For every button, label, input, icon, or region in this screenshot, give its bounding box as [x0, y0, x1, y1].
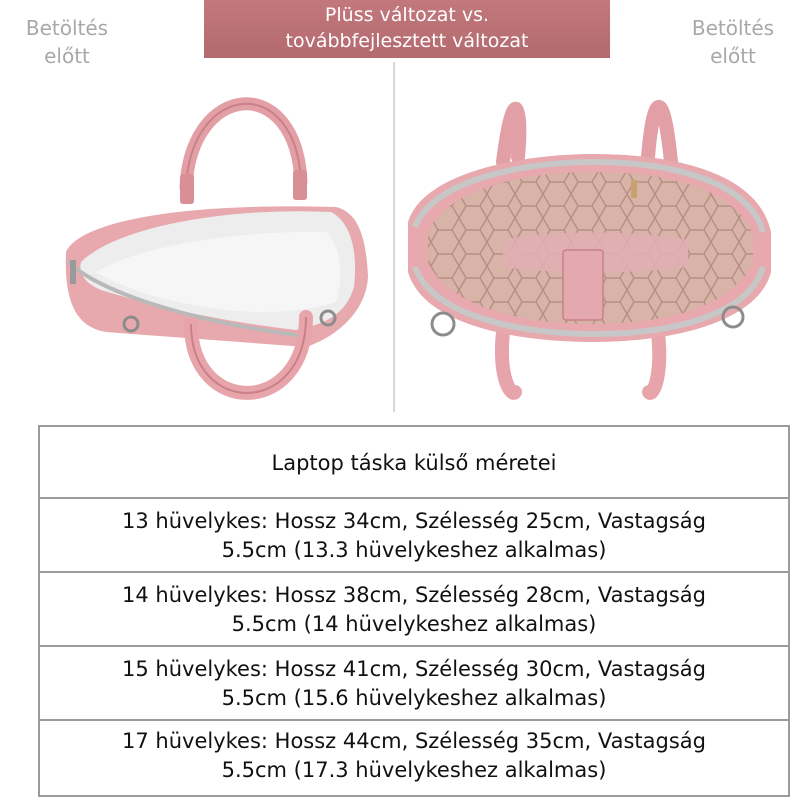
table-row-15-inch: 15 hüvelykes: Hossz 41cm, Szélesség 30cm, Vastagság 5.5cm (15.6 hüvelykeshez alkalmas): [122, 657, 706, 710]
pink-laptop-bag-open-top-icon: [403, 62, 773, 412]
version-comparison-banner: Plüss változat vs. továbbfejlesztett változat: [204, 0, 610, 58]
table-title: Laptop táska külső méretei: [271, 451, 557, 475]
table-divider: [40, 719, 788, 721]
pink-laptop-bag-open-side-icon: [6, 62, 376, 412]
before-loading-label-left: Betöltés előtt: [25, 16, 109, 68]
table-row-17-inch: 17 hüvelykes: Hossz 44cm, Szélesség 35cm, Vastagság 5.5cm (17.3 hüvelykeshez alkalmas): [122, 729, 706, 782]
photo-divider: [393, 62, 395, 412]
table-row-14-inch: 14 hüvelykes: Hossz 38cm, Szélesség 28cm, Vastagság 5.5cm (14 hüvelykeshez alkalmas): [122, 583, 706, 636]
laptop-bag-dimensions-table: [38, 425, 790, 797]
table-divider: [40, 571, 788, 573]
table-divider: [40, 645, 788, 647]
before-loading-label-right: Betöltés előtt: [691, 16, 775, 68]
table-row-13-inch: 13 hüvelykes: Hossz 34cm, Szélesség 25cm, Vastagság 5.5cm (13.3 hüvelykeshez alkalmas): [122, 509, 706, 562]
table-divider: [40, 497, 788, 499]
